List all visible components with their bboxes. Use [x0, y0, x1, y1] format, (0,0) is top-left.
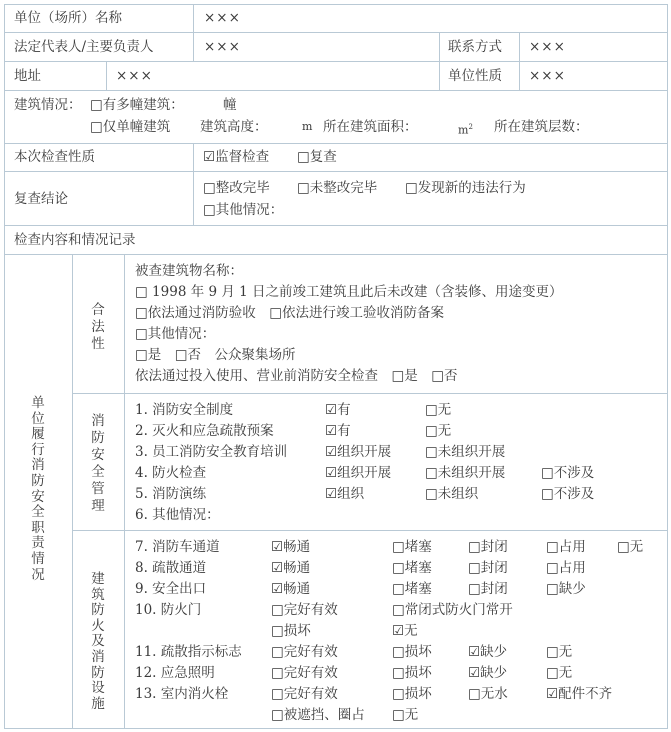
row-divider — [4, 254, 668, 255]
record-title: 检查内容和情况记录 — [14, 232, 136, 248]
unit-nature-value[interactable]: ××× — [529, 68, 566, 84]
facility-option[interactable]: □损坏 — [392, 665, 432, 681]
facility-option[interactable]: □完好有效 — [271, 665, 338, 681]
col-divider — [124, 254, 125, 729]
management-option[interactable]: ☑组织开展 — [325, 465, 392, 481]
row-divider — [4, 90, 668, 91]
facility-option[interactable]: □损坏 — [392, 686, 432, 702]
building-height-unit: m — [302, 120, 313, 133]
facility-option[interactable]: □无 — [392, 707, 419, 723]
management-row-label: 4. 防火检查 — [135, 465, 207, 481]
facility-option[interactable]: ☑畅通 — [271, 581, 311, 597]
row-divider — [72, 393, 668, 394]
legality-line[interactable]: □是 □否 公众聚集场所 — [135, 347, 296, 363]
legality-line[interactable]: □其他情况： — [135, 326, 216, 342]
facility-row-label: 13. 室内消火栓 — [135, 686, 229, 702]
management-option[interactable]: □无 — [425, 423, 452, 439]
building-area-unit — [458, 118, 473, 140]
other-situation-checkbox[interactable]: □其他情况： — [203, 202, 284, 218]
unit-name-value[interactable]: ××× — [204, 10, 241, 26]
facility-option[interactable]: □堵塞 — [392, 581, 432, 597]
management-row-label: 1. 消防安全制度 — [135, 402, 234, 418]
legality-line[interactable]: □ 1998 年 9 月 1 日之前竣工建筑且此后未改建（含装修、用途变更） — [135, 284, 563, 300]
management-row-label: 6. 其他情况： — [135, 507, 220, 523]
management-option[interactable]: ☑组织开展 — [325, 444, 392, 460]
building-height-label: 建筑高度： — [200, 119, 268, 135]
building-floors-label: 所在建筑层数： — [494, 119, 589, 135]
management-option[interactable]: □未组织 — [425, 486, 479, 502]
col-divider — [106, 61, 107, 90]
facilities-label: 建筑防火及消防设施 — [91, 571, 105, 712]
col-divider — [72, 254, 73, 729]
recheck-checkbox[interactable]: □复查 — [297, 149, 337, 165]
management-option[interactable]: □未组织开展 — [425, 465, 506, 481]
review-label: 复查结论 — [14, 191, 68, 207]
management-option[interactable]: □未组织开展 — [425, 444, 506, 460]
row-divider — [4, 225, 668, 226]
management-row-label: 5. 消防演练 — [135, 486, 207, 502]
area-unit-sup: 2 — [468, 123, 473, 131]
area-unit-base: m — [458, 123, 469, 137]
management-option[interactable]: ☑组织 — [325, 486, 365, 502]
facility-option[interactable]: □占用 — [546, 539, 586, 555]
facility-option[interactable]: ☑畅通 — [271, 560, 311, 576]
management-option[interactable]: ☑有 — [325, 402, 351, 418]
facility-option[interactable]: □堵塞 — [392, 539, 432, 555]
address-label: 地址 — [14, 68, 41, 84]
facility-option[interactable]: □缺少 — [546, 581, 586, 597]
facility-option[interactable]: □堵塞 — [392, 560, 432, 576]
facility-option[interactable]: □占用 — [546, 560, 586, 576]
legality-label: 合法性 — [91, 302, 105, 352]
col-divider — [519, 32, 520, 90]
facility-option[interactable]: ☑无 — [392, 623, 418, 639]
row-divider — [72, 530, 668, 531]
col-divider — [439, 32, 440, 90]
address-value[interactable]: ××× — [116, 68, 153, 84]
facility-option[interactable]: □损坏 — [271, 623, 311, 639]
contact-value[interactable]: ××× — [529, 39, 566, 55]
row-divider — [4, 171, 668, 172]
facility-option[interactable]: ☑缺少 — [468, 644, 508, 660]
facility-row-label: 7. 消防车通道 — [135, 539, 220, 555]
facility-row-label: 8. 疏散通道 — [135, 560, 207, 576]
facility-row-label: 10. 防火门 — [135, 602, 202, 618]
legal-rep-value[interactable]: ××× — [204, 39, 241, 55]
row-divider — [4, 32, 668, 33]
facility-option[interactable]: ☑配件不齐 — [546, 686, 613, 702]
facility-option[interactable]: ☑缺少 — [468, 665, 508, 681]
management-option[interactable]: □不涉及 — [541, 486, 595, 502]
col-divider — [193, 4, 194, 61]
management-option[interactable]: ☑有 — [325, 423, 351, 439]
management-option[interactable]: □不涉及 — [541, 465, 595, 481]
facility-option[interactable]: □完好有效 — [271, 686, 338, 702]
facility-option[interactable]: □完好有效 — [271, 644, 338, 660]
col-divider — [193, 143, 194, 225]
single-building-checkbox[interactable]: □仅单幢建筑 — [90, 119, 171, 135]
unit-name-label: 单位（场所）名称 — [14, 10, 122, 26]
facility-option[interactable]: □封闭 — [468, 560, 508, 576]
new-violation-checkbox[interactable]: □发现新的违法行为 — [405, 180, 526, 196]
facility-option[interactable]: □无 — [617, 539, 644, 555]
facility-row-label: 11. 疏散指示标志 — [135, 644, 242, 660]
facility-option[interactable]: □常闭式防火门常开 — [392, 602, 513, 618]
facility-option[interactable]: □无水 — [468, 686, 508, 702]
facility-option[interactable]: □无 — [546, 644, 573, 660]
rectified-checkbox[interactable]: □整改完毕 — [203, 180, 270, 196]
outer-section-label: 单位履行消防安全职责情况 — [31, 395, 45, 583]
building-area-label: 所在建筑面积： — [323, 119, 418, 135]
management-option[interactable]: □无 — [425, 402, 452, 418]
legality-line[interactable]: 依法通过投入使用、营业前消防安全检查 □是 □否 — [135, 368, 458, 384]
unit-nature-label: 单位性质 — [448, 68, 502, 84]
facility-option[interactable]: □无 — [546, 665, 573, 681]
facility-row-label: 12. 应急照明 — [135, 665, 215, 681]
facility-option[interactable]: □被遮挡、圈占 — [271, 707, 365, 723]
legality-line: 被查建筑物名称： — [135, 263, 243, 279]
not-rectified-checkbox[interactable]: □未整改完毕 — [297, 180, 378, 196]
legal-rep-label: 法定代表人/主要负责人 — [14, 39, 154, 55]
facility-option[interactable]: ☑畅通 — [271, 539, 311, 555]
multi-building-checkbox[interactable]: □有多幢建筑： — [90, 97, 184, 113]
supervision-checkbox[interactable]: ☑监督检查 — [203, 149, 270, 165]
management-label: 消防安全管理 — [91, 413, 105, 514]
management-row-label: 3. 员工消防安全教育培训 — [135, 444, 288, 460]
facility-option[interactable]: □封闭 — [468, 581, 508, 597]
management-row-label: 2. 灭火和应急疏散预案 — [135, 423, 274, 439]
multi-building-unit: 幢 — [223, 97, 237, 113]
contact-label: 联系方式 — [448, 39, 502, 55]
facility-row-label: 9. 安全出口 — [135, 581, 207, 597]
row-divider — [4, 61, 668, 62]
facility-option[interactable]: □损坏 — [392, 644, 432, 660]
row-divider — [4, 143, 668, 144]
inspection-type-label: 本次检查性质 — [14, 149, 95, 165]
building-label: 建筑情况： — [14, 97, 82, 113]
facility-option[interactable]: □完好有效 — [271, 602, 338, 618]
facility-option[interactable]: □封闭 — [468, 539, 508, 555]
legality-line[interactable]: □依法通过消防验收 □依法进行竣工验收消防备案 — [135, 305, 445, 321]
